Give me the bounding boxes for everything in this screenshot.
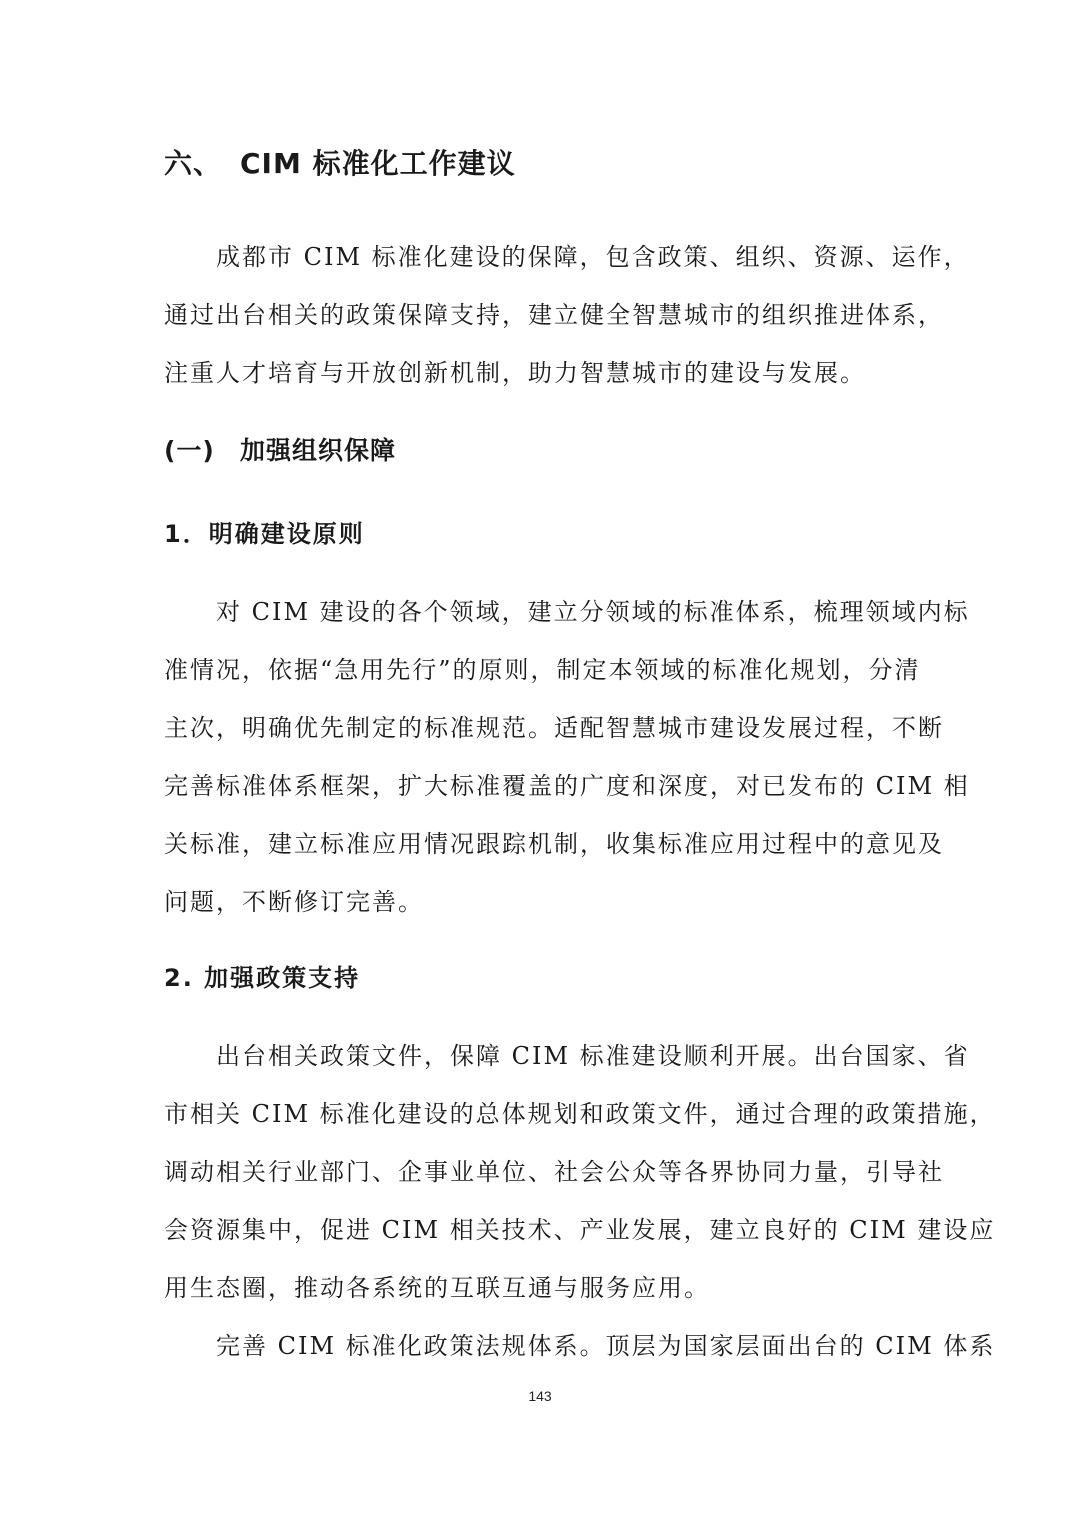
page-number: 143 (528, 1388, 552, 1404)
paragraph-line: 对 CIM 建设的各个领域，建立分领域的标准体系，梳理领域内标 (216, 598, 970, 626)
subsection-heading (164, 431, 396, 467)
paragraph-line: 问题，不断修订完善。 (164, 888, 424, 916)
paragraph-line: 市相关 CIM 标准化建设的总体规划和政策文件，通过合理的政策措施， (164, 1100, 996, 1128)
paragraph-line: 通过出台相关的政策保障支持，建立健全智慧城市的组织推进体系， (164, 301, 944, 329)
section-heading (164, 142, 516, 182)
item-heading-2: 2. 加强政策支持 (164, 964, 361, 992)
section-number: 六、 (164, 147, 223, 180)
paragraph-line: 准情况，依据“急用先行”的原则，制定本领域的标准化规划，分清 (164, 656, 921, 684)
subsection-number: (一) (164, 436, 215, 465)
paragraph-line: 用生态圈，推动各系统的互联互通与服务应用。 (164, 1274, 710, 1302)
item2-paragraph (164, 1027, 996, 1375)
paragraph-line: 完善 CIM 标准化政策法规体系。顶层为国家层面出台的 CIM 体系 (216, 1332, 996, 1360)
paragraph-line: 注重人才培育与开放创新机制，助力智慧城市的建设与发展。 (164, 359, 866, 387)
section-title: CIM 标准化工作建议 (240, 147, 516, 180)
paragraph-line: 完善标准体系框架，扩大标准覆盖的广度和深度，对已发布的 CIM 相 (164, 772, 970, 800)
paragraph-line: 会资源集中，促进 CIM 相关技术、产业发展，建立良好的 CIM 建设应 (164, 1216, 996, 1244)
paragraph-line: 主次，明确优先制定的标准规范。适配智慧城市建设发展过程，不断 (164, 714, 944, 742)
paragraph-line: 调动相关行业部门、企事业单位、社会公众等各界协同力量，引导社 (164, 1158, 944, 1186)
item-heading-1: 1．明确建设原则 (164, 520, 365, 548)
subsection-title: 加强组织保障 (240, 436, 397, 465)
item1-paragraph (164, 583, 970, 931)
paragraph-line: 成都市 CIM 标准化建设的保障，包含政策、组织、资源、运作， (216, 243, 970, 271)
intro-paragraph (164, 228, 970, 402)
paragraph-line: 关标准，建立标准应用情况跟踪机制，收集标准应用过程中的意见及 (164, 830, 944, 858)
paragraph-line: 出台相关政策文件，保障 CIM 标准建设顺利开展。出台国家、省 (216, 1042, 970, 1070)
